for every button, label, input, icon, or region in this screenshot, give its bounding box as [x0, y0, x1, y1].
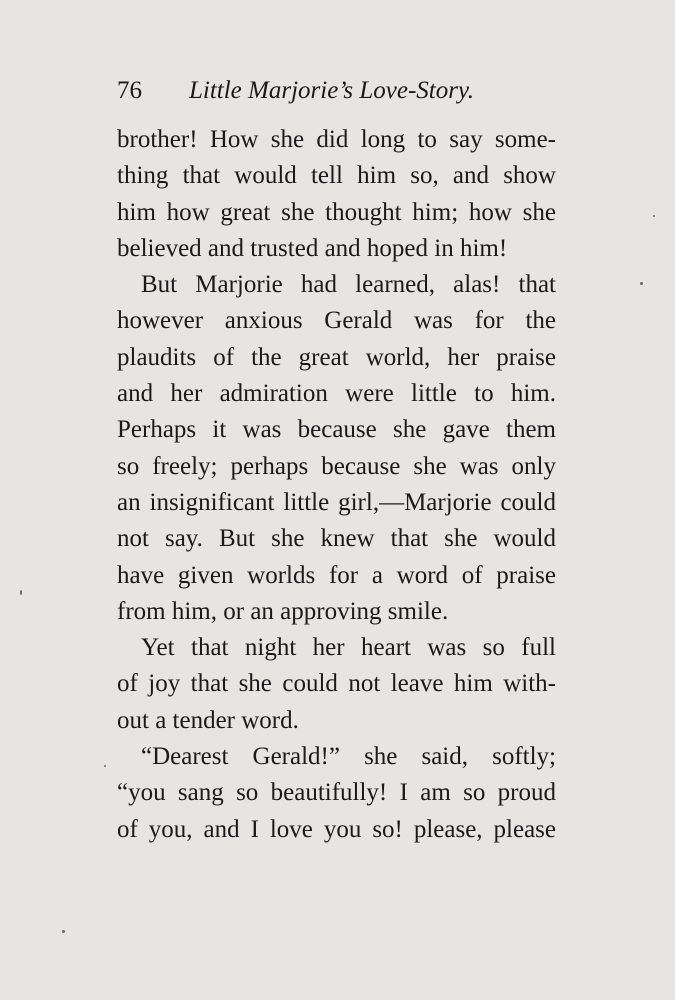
text-line: believed and trusted and hoped in him!: [117, 234, 508, 262]
text-line: so freely; perhaps because she was only: [117, 452, 556, 480]
text-line: But Marjorie had learned, alas! that: [141, 271, 556, 299]
text-line: him how great she thought him; how she: [117, 198, 556, 226]
text-line: plaudits of the great world, her praise: [117, 343, 556, 371]
paper-speck: [104, 765, 106, 767]
text-line: “Dearest Gerald!” she said, softly;: [141, 743, 556, 771]
running-title: Little Marjorie’s Love-Story.: [189, 77, 474, 104]
text-line: and her admiration were little to him.: [117, 380, 556, 408]
text-line: thing that would tell him so, and show: [117, 162, 556, 190]
text-line: an insignificant little girl,—Marjorie could: [117, 488, 556, 516]
paper-speck: [653, 215, 655, 217]
page-header: [117, 74, 557, 108]
page-number: 76: [117, 77, 142, 104]
text-line: of you, and I love you so! please, please: [117, 815, 556, 843]
text-line: from him, or an approving smile.: [117, 597, 449, 625]
text-line: Yet that night her heart was so full: [141, 634, 556, 662]
body-text: [117, 122, 556, 848]
text-line: brother! How she did long to say some-: [117, 126, 556, 153]
text-line: Perhaps it was because she gave them: [117, 416, 556, 444]
paper-speck: [62, 930, 65, 933]
text-line: however anxious Gerald was for the: [117, 307, 556, 335]
text-line: not say. But she knew that she would: [117, 525, 556, 553]
text-line: of joy that she could not leave him with-: [117, 670, 556, 698]
paper-speck: [640, 282, 643, 285]
text-line: have given worlds for a word of praise: [117, 561, 556, 589]
text-line: out a tender word.: [117, 706, 299, 734]
text-line: “you sang so beautifully! I am so proud: [117, 779, 556, 807]
paper-speck: [20, 590, 22, 595]
